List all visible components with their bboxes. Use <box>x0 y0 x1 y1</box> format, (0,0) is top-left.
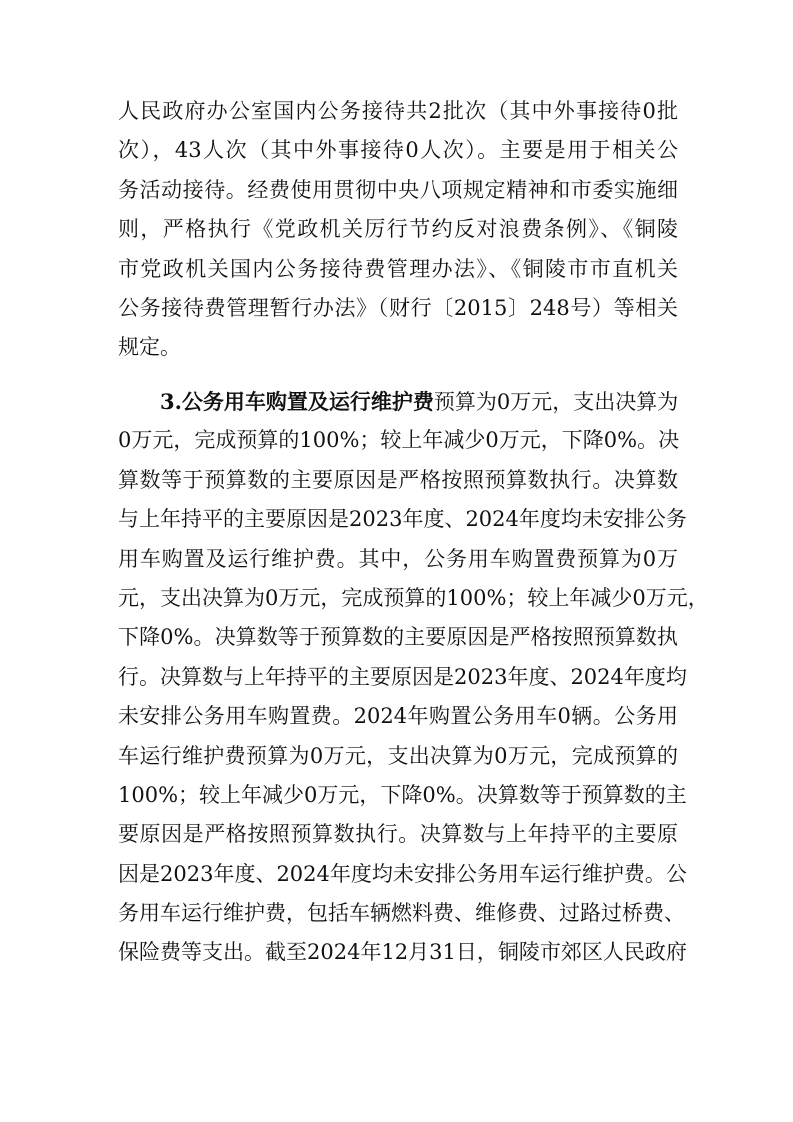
text-line: 用车购置及运行维护费。其中，公务用车购置费预算为0万 <box>118 546 678 571</box>
text-line: 人民政府办公室国内公务接待共2批次（其中外事接待0批 <box>118 99 678 123</box>
section-first-line-text: 预算为0万元，支出决算为 <box>433 390 679 414</box>
text-line: 则，严格执行《党政机关厉行节约反对浪费条例》、《铜陵 <box>118 217 678 242</box>
text-line: 未安排公务用车购置费。2024年购置公务用车0辆。公务用 <box>118 704 678 729</box>
text-line: 与上年持平的主要原因是2023年度、2024年度均未安排公务 <box>118 507 687 532</box>
text-line: 车运行维护费预算为0万元，支出决算为0万元，完成预算的 <box>118 743 678 768</box>
text-line: 0万元，完成预算的100%；较上年减少0万元，下降0%。决 <box>118 428 680 453</box>
paragraph-reception-continuation <box>118 92 678 368</box>
text-line: 次），43人次（其中外事接待0人次）。主要是用于相关公 <box>118 138 678 163</box>
paragraph-vehicle-expenses <box>118 382 709 973</box>
text-line: 行。决算数与上年持平的主要原因是2023年度、2024年度均 <box>118 664 687 689</box>
text-line: 元，支出决算为0万元，完成预算的100%；较上年减少0万元， <box>118 585 709 610</box>
section-first-line <box>118 382 678 421</box>
text-line: 保险费等支出。截至2024年12月31日，铜陵市郊区人民政府 <box>118 940 687 965</box>
text-line: 务用车运行维护费，包括车辆燃料费、维修费、过路过桥费、 <box>118 901 685 926</box>
text-line: 100%；较上年减少0万元，下降0%。决算数等于预算数的主 <box>118 782 687 807</box>
text-line: 公务接待费管理暂行办法》（财行〔2015〕248号）等相关 <box>118 295 678 320</box>
text-line: 要原因是严格按照预算数执行。决算数与上年持平的主要原 <box>118 822 678 847</box>
text-line: 因是2023年度、2024年度均未安排公务用车运行维护费。公 <box>118 861 687 886</box>
text-line: 市党政机关国内公务接待费管理办法》、《铜陵市市直机关 <box>118 256 678 281</box>
text-line: 规定。 <box>118 335 181 360</box>
text-line: 下降0%。决算数等于预算数的主要原因是严格按照预算数执 <box>118 625 678 650</box>
text-line: 务活动接待。经费使用贯彻中央八项规定精神和市委实施细 <box>118 177 678 202</box>
text-line: 算数等于预算数的主要原因是严格按照预算数执行。决算数 <box>118 467 678 492</box>
section-heading: 3.公务用车购置及运行维护费 <box>160 389 434 414</box>
